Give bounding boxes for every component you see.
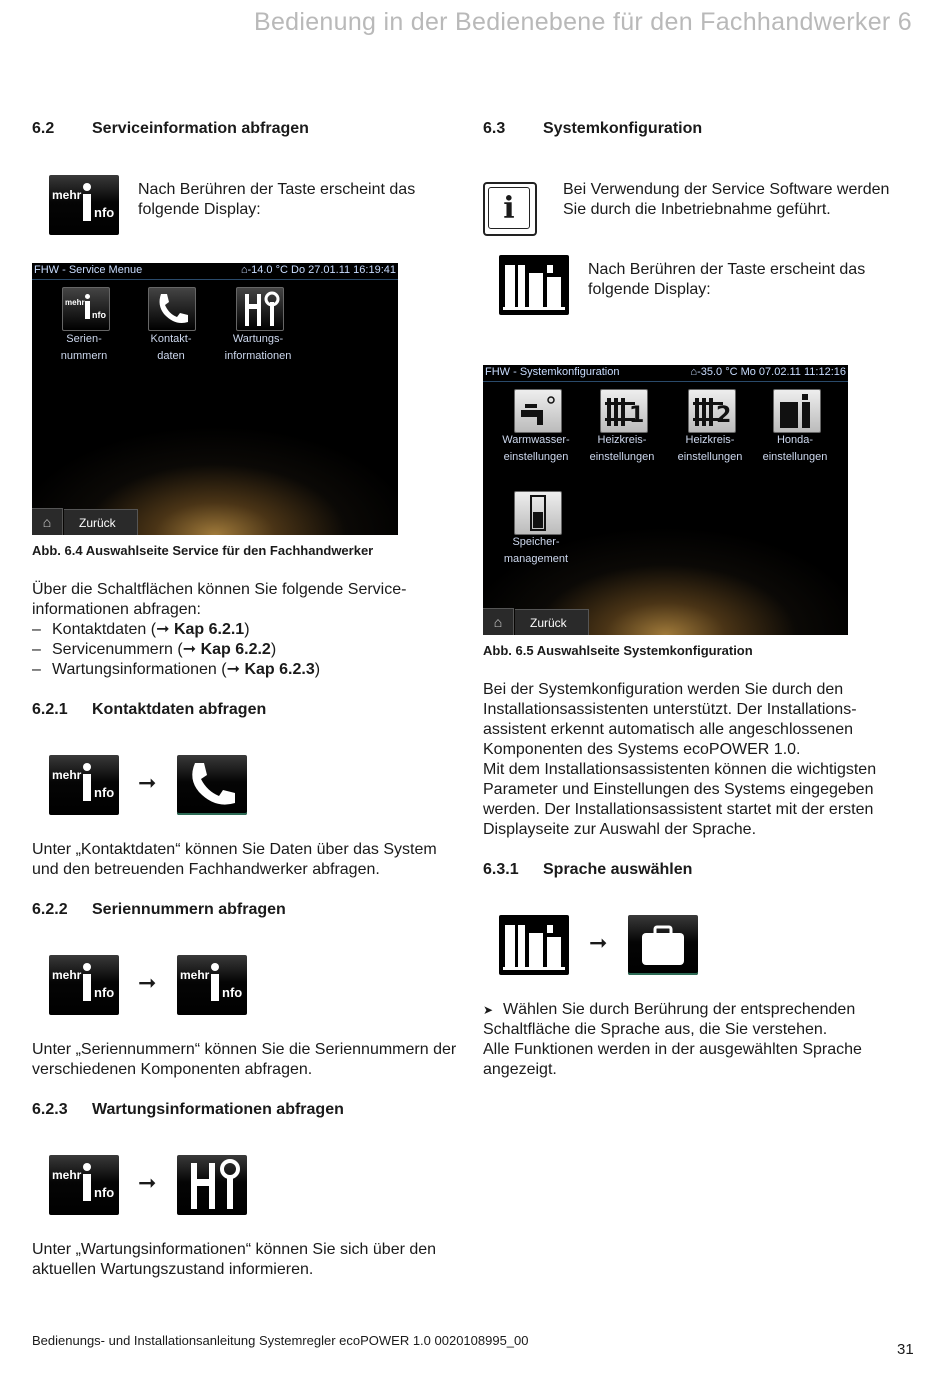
list-item: – Servicenummern (➞ Kap 6.2.2)	[32, 641, 277, 658]
system-config-paragraph-1: Bei der Systemkonfiguration werden Sie durch den Installationsassistenten unterstützt. Der Installations-assistent erkennt automatisch alle angeschlossenen Komponenten des Systems ecoPOWER 1.0.	[483, 681, 857, 758]
section-6-3-heading: 6.3 Systemkonfiguration	[483, 120, 703, 137]
honda-settings-label: Honda- einstellungen	[762, 434, 828, 463]
mehr-info-icon: mehr nfo	[49, 755, 119, 815]
maintenance-info-label: Wartungs- informationen	[224, 333, 292, 362]
service-intro-text: Über die Schaltflächen können Sie folgende Service-informationen abfragen:	[32, 581, 407, 618]
screen-status-bar: FHW - Service Menue ⌂-14.0 °C Do 27.01.11 16:19:41	[32, 263, 398, 280]
storage-tank-icon	[515, 492, 561, 534]
heating-circuit-1-label: Heizkreis- einstellungen	[589, 434, 655, 463]
arrow-icon: ➞	[138, 970, 157, 995]
section-6-2-1-heading: 6.2.1 Kontaktdaten abfragen	[32, 701, 267, 718]
section-6-2-2-text: Unter „Seriennummern“ können Sie die Seriennummern der verschiedenen Komponenten abfragen.	[32, 1041, 457, 1078]
section-6-2-heading: 6.2 Serviceinformation abfragen	[32, 120, 309, 137]
language-step: ➤ Wählen Sie durch Berührung der entsprechenden Schaltfläche die Sprache aus, die Sie verstehen.	[483, 1001, 856, 1038]
section-6-2-text: Nach Berühren der Taste erscheint das folgende Display:	[138, 181, 416, 218]
mehr-info-icon: mehr nfo	[49, 1155, 119, 1215]
section-6-2-2-heading: 6.2.2 Seriennummern abfragen	[32, 901, 286, 918]
svg-text:1: 1	[629, 403, 645, 428]
mehr-info-icon: mehr nfo	[49, 175, 119, 235]
tap-icon	[515, 390, 561, 432]
figure-6-4-caption: Abb. 6.4 Auswahlseite Service für den Fachhandwerker	[32, 543, 374, 558]
storage-management-label: Speicher- management	[503, 536, 569, 565]
heating-circuit-2-button[interactable]	[688, 389, 736, 433]
storage-management-button[interactable]	[514, 491, 562, 535]
info-icon: i	[483, 182, 537, 236]
service-software-note: Bei Verwendung der Service Software werden Sie durch die Inbetriebnahme geführt.	[563, 181, 890, 218]
section-6-2-3-heading: 6.2.3 Wartungsinformationen abfragen	[32, 1101, 344, 1118]
mehr-info-icon: mehr nfo	[49, 955, 119, 1015]
arrow-icon: ➞	[138, 1170, 157, 1195]
serial-numbers-screen-button[interactable]: mehr nfo	[62, 287, 110, 331]
svg-text:2: 2	[716, 403, 732, 428]
back-button[interactable]: Zurück	[64, 509, 138, 535]
home-button[interactable]: ⌂	[32, 508, 63, 535]
figure-6-5-caption: Abb. 6.5 Auswahlseite Systemkonfiguration	[483, 643, 753, 658]
service-list	[32, 620, 452, 680]
section-6-2-3-text: Unter „Wartungsinformationen“ können Sie sich über den aktuellen Wartungszustand informieren.	[32, 1241, 437, 1278]
system-config-screen	[483, 365, 848, 635]
system-config-icon	[499, 255, 569, 315]
back-button[interactable]: Zurück	[515, 609, 589, 635]
contact-data-screen-button[interactable]	[148, 287, 196, 331]
system-config-paragraph-2: Mit dem Installationsassistenten können die wichtigsten Parameter und Einstellungen des Systems eingegeben werden. Der Installationsassistent startet mit der ersten Displayseite zur Auswahl der Sprache.	[483, 761, 877, 838]
heating-circuit-1-button[interactable]	[600, 389, 648, 433]
section-6-3-text: Nach Berühren der Taste erscheint das folgende Display:	[588, 261, 866, 298]
heating-circuit-2-label: Heizkreis- einstellungen	[677, 434, 743, 463]
phone-icon	[177, 755, 247, 815]
hot-water-settings-button[interactable]	[514, 389, 562, 433]
service-menu-screen	[32, 263, 398, 535]
section-6-2-1-text: Unter „Kontaktdaten“ können Sie Daten über das System und den betreuenden Fachhandwerker abfragen.	[32, 841, 437, 878]
system-config-icon	[499, 915, 569, 975]
page-footer: Bedienungs- und Installationsanleitung Systemregler ecoPOWER 1.0 0020108995_00	[32, 1333, 529, 1348]
suitcase-icon	[628, 915, 698, 975]
tools-icon	[237, 288, 283, 330]
radiator-1-icon	[601, 390, 647, 432]
tools-icon	[177, 1155, 247, 1215]
section-6-3-1-heading: 6.3.1 Sprache auswählen	[483, 861, 693, 878]
radiator-2-icon	[689, 390, 735, 432]
outdoor-temp-icon: ⌂	[690, 366, 698, 378]
page-header: Bedienung in der Bedienebene für den Fachhandwerker 6	[253, 8, 912, 36]
mehr-info-icon: mehr nfo	[177, 955, 247, 1015]
page-number: 31	[897, 1341, 914, 1358]
list-item: – Kontaktdaten (➞ Kap 6.2.1)	[32, 621, 250, 638]
screen-status-bar: FHW - Systemkonfiguration ⌂-35.0 °C Mo 07.02.11 11:12:16	[483, 365, 848, 382]
honda-settings-button[interactable]	[773, 389, 821, 433]
arrow-icon: ➞	[589, 930, 608, 955]
arrow-icon: ➞	[138, 770, 157, 795]
hot-water-settings-label: Warmwasser- einstellungen	[502, 434, 570, 463]
phone-icon	[149, 288, 195, 330]
home-button[interactable]: ⌂	[483, 608, 514, 635]
contact-data-label: Kontakt- daten	[150, 333, 192, 362]
honda-unit-icon	[774, 390, 820, 432]
language-after-text: Alle Funktionen werden in der ausgewählten Sprache angezeigt.	[483, 1041, 862, 1078]
outdoor-temp-icon: ⌂	[240, 264, 248, 276]
serial-numbers-label: Serien- nummern	[60, 333, 108, 362]
bullet-arrow-icon: ➤	[483, 1003, 494, 1017]
list-item: – Wartungsinformationen (➞ Kap 6.2.3)	[32, 661, 321, 678]
maintenance-info-screen-button[interactable]	[236, 287, 284, 331]
